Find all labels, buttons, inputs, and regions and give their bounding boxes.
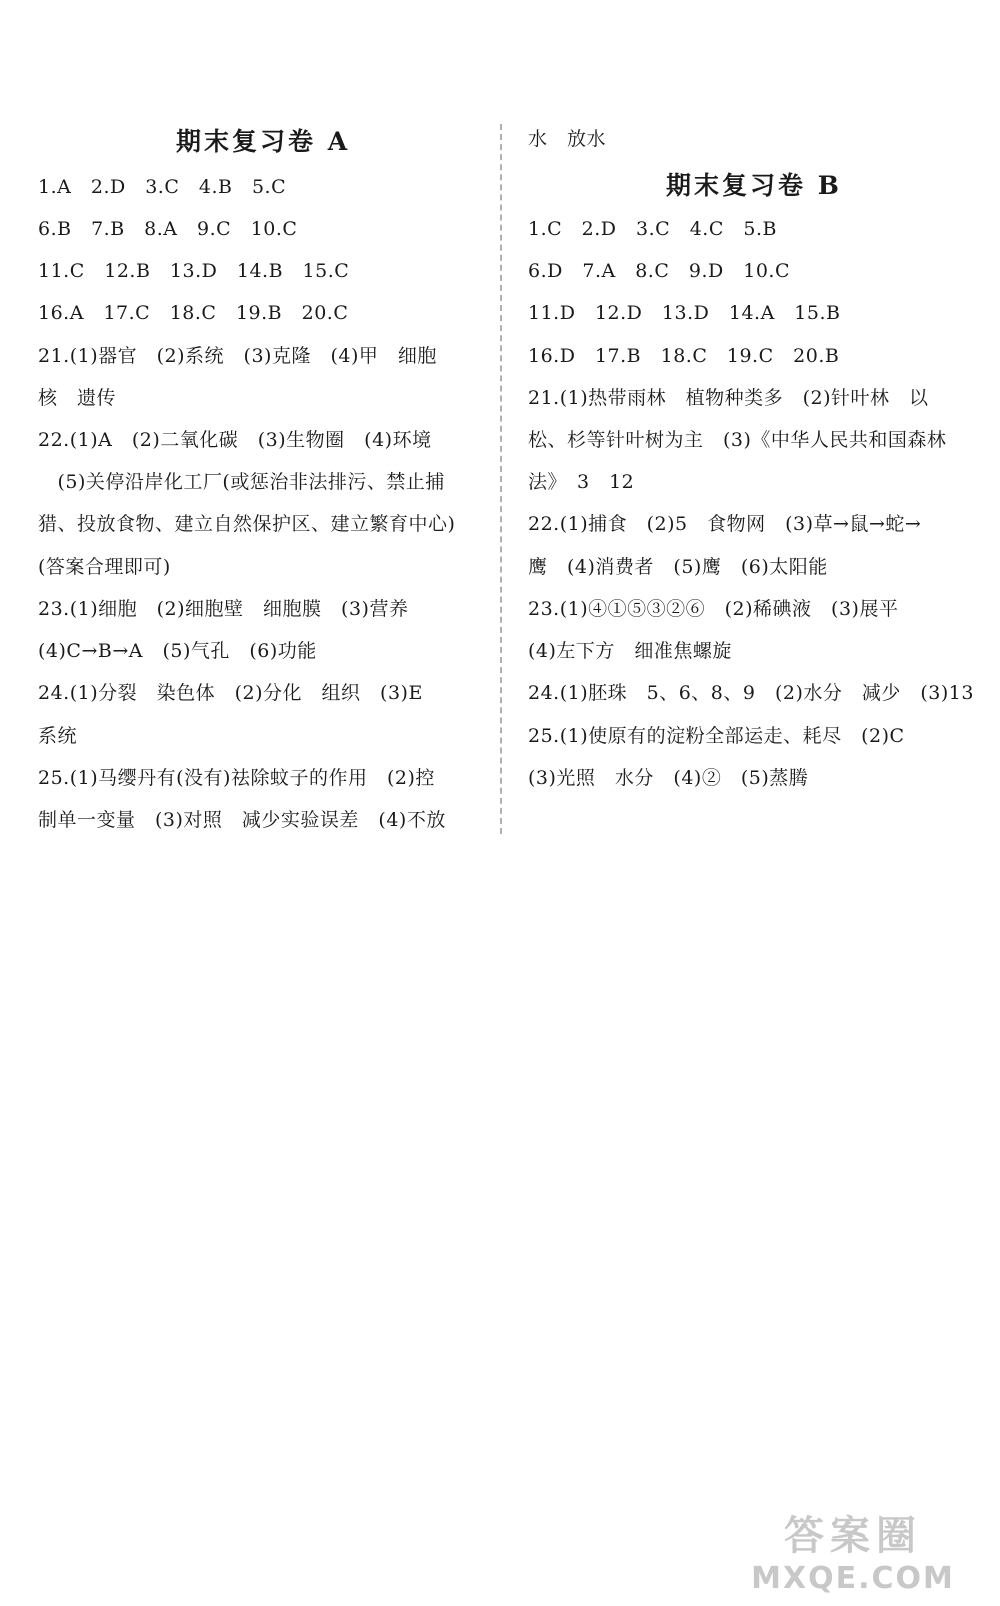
answer-line: 6.D 7.A 8.C 9.D 10.C (528, 260, 790, 282)
answer-line: 法》 3 12 (528, 471, 635, 493)
answer-line: 11.D 12.D 13.D 14.A 15.B (528, 302, 841, 324)
answer-line: (5)关停沿岸化工厂(或惩治非法排污、禁止捕 (38, 471, 445, 493)
answer-line: 猎、投放食物、建立自然保护区、建立繁育中心) (38, 513, 456, 535)
answer-line: 23.(1)细胞 (2)细胞壁 细胞膜 (3)营养 (38, 598, 409, 620)
answer-line: 21.(1)热带雨林 植物种类多 (2)针叶林 以 (528, 387, 929, 409)
site-watermark (728, 1504, 978, 1596)
watermark-url: MXQE.COM (751, 1561, 955, 1596)
answer-line: 制单一变量 (3)对照 减少实验误差 (4)不放 (38, 809, 446, 831)
column-divider (500, 124, 502, 834)
paper-a-title: 期末复习卷 A (176, 127, 351, 156)
answer-line: 1.A 2.D 3.C 4.B 5.C (38, 176, 287, 198)
paper-b-title: 期末复习卷 B (666, 171, 842, 200)
answer-line: 6.B 7.B 8.A 9.C 10.C (38, 218, 298, 240)
answer-line: (答案合理即可) (38, 556, 171, 578)
answer-line: (3)光照 水分 (4)② (5)蒸腾 (528, 767, 809, 789)
answer-line: 21.(1)器官 (2)系统 (3)克隆 (4)甲 细胞 (38, 345, 437, 367)
answer-line: 16.D 17.B 18.C 19.C 20.B (528, 345, 840, 367)
answer-line: (4)C→B→A (5)气孔 (6)功能 (38, 640, 317, 662)
answer-line: 鹰 (4)消费者 (5)鹰 (6)太阳能 (528, 556, 828, 578)
answer-line: 24.(1)胚珠 5、6、8、9 (2)水分 减少 (3)13 (528, 682, 974, 704)
answer-line: 25.(1)马缨丹有(没有)祛除蚊子的作用 (2)控 (38, 767, 435, 789)
answer-line: 松、杉等针叶树为主 (3)《中华人民共和国森林 (528, 429, 947, 451)
answer-line: 22.(1)捕食 (2)5 食物网 (3)草→鼠→蛇→ (528, 513, 922, 535)
answer-line: 11.C 12.B 13.D 14.B 15.C (38, 260, 350, 282)
carry-over-line: 水 放水 (528, 128, 607, 150)
answer-line: 16.A 17.C 18.C 19.B 20.C (38, 302, 349, 324)
answer-line: 系统 (38, 725, 78, 747)
answer-line: 1.C 2.D 3.C 4.C 5.B (528, 218, 777, 240)
watermark-text: 答案圈 (784, 1513, 922, 1559)
answer-line: 核 遗传 (38, 387, 117, 409)
answer-line: 24.(1)分裂 染色体 (2)分化 组织 (3)E (38, 682, 423, 704)
answer-line: 23.(1)④①⑤③②⑥ (2)稀碘液 (3)展平 (528, 598, 899, 620)
answer-line: 25.(1)使原有的淀粉全部运走、耗尽 (2)C (528, 725, 905, 747)
answer-line: (4)左下方 细准焦螺旋 (528, 640, 732, 662)
answer-line: 22.(1)A (2)二氧化碳 (3)生物圈 (4)环境 (38, 429, 432, 451)
